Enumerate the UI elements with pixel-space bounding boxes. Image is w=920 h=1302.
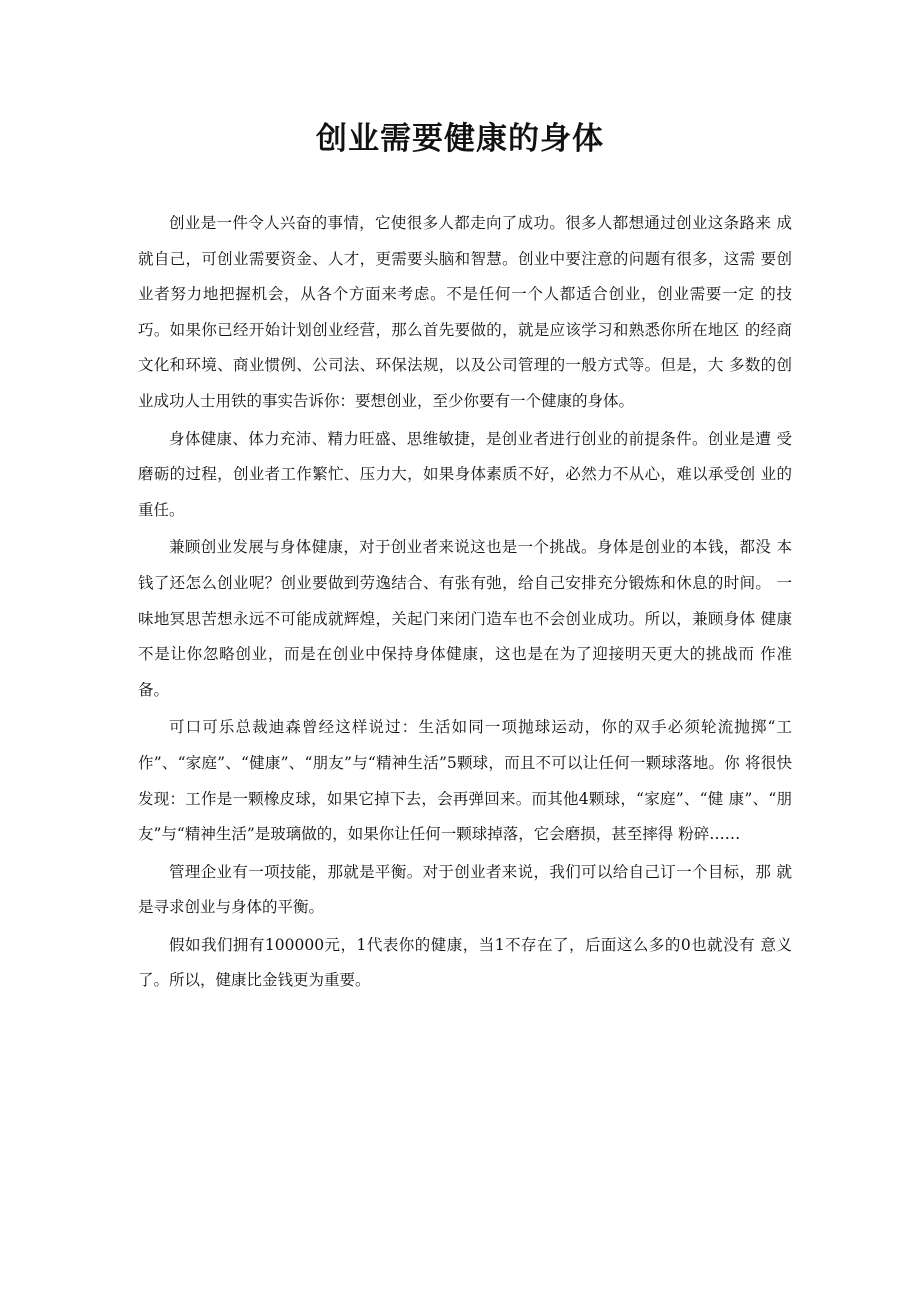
document-title: 创业需要健康的身体 (316, 121, 604, 157)
paragraph-health-premise: 身体健康、体力充沛、精力旺盛、思维敏捷，是创业者进行创业的前提条件。创业是遭 受磨砺的过程，创业者工作繁忙、压力大，如果身体素质不好，必然力不从心，难以承受创 业的重任。 (138, 429, 792, 519)
paragraph-management-balance: 管理企业有一项技能，那就是平衡。对于创业者来说，我们可以给自己订一个目标，那 就是寻求创业与身体的平衡。 (138, 862, 792, 917)
document-body (138, 206, 792, 1001)
paragraph-balance-challenge: 兼顾创业发展与身体健康，对于创业者来说这也是一个挑战。身体是创业的本钱，都没 本钱了还怎么创业呢？创业要做到劳逸结合、有张有弛，给自己安排充分锻炼和休息的时间。 一味地冥思苦想永远不可能成就辉煌，关起门来闭门造车也不会创业成功。所以，兼顾身体 健康不是让你忽略创业，而是在创业中保持身体健康，这也是在为了迎接明天更大的挑战而 作准备。 (138, 538, 792, 699)
paragraph-coca-cola-quote: 可口可乐总裁迪森曾经这样说过：生活如同一项抛球运动，你的双手必须轮流抛掷“工 作”、“家庭”、“健康”、“朋友”与“精神生活”5颗球，而且不可以让任何一颗球落地。你 将很快发现：工作是一颗橡皮球，如果它掉下去，会再弹回来。而其他4颗球，“家庭”、“健 康”、“朋友”与“精神生活”是玻璃做的，如果你让任何一颗球掉落，它会磨损，甚至摔得 粉碎…… (138, 718, 792, 844)
paragraph-conclusion: 假如我们拥有100000元，1代表你的健康，当1不存在了，后面这么多的0也就没有 意义了。所以，健康比金钱更为重要。 (138, 935, 792, 990)
paragraph-intro: 创业是一件令人兴奋的事情，它使很多人都走向了成功。很多人都想通过创业这条路来 成就自己，可创业需要资金、人才，更需要头脑和智慧。创业中要注意的问题有很多，这需 要创业者努力地把握机会，从各个方面来考虑。不是任何一个人都适合创业，创业需要一定 的技巧。如果你已经开始计划创业经营，那么首先要做的，就是应该学习和熟悉你所在地区 的经商文化和环境、商业惯例、公司法、环保法规，以及公司管理的一般方式等。但是，大 多数的创业成功人士用铁的事实告诉你：要想创业，至少你要有一个健康的身体。 (138, 214, 792, 410)
